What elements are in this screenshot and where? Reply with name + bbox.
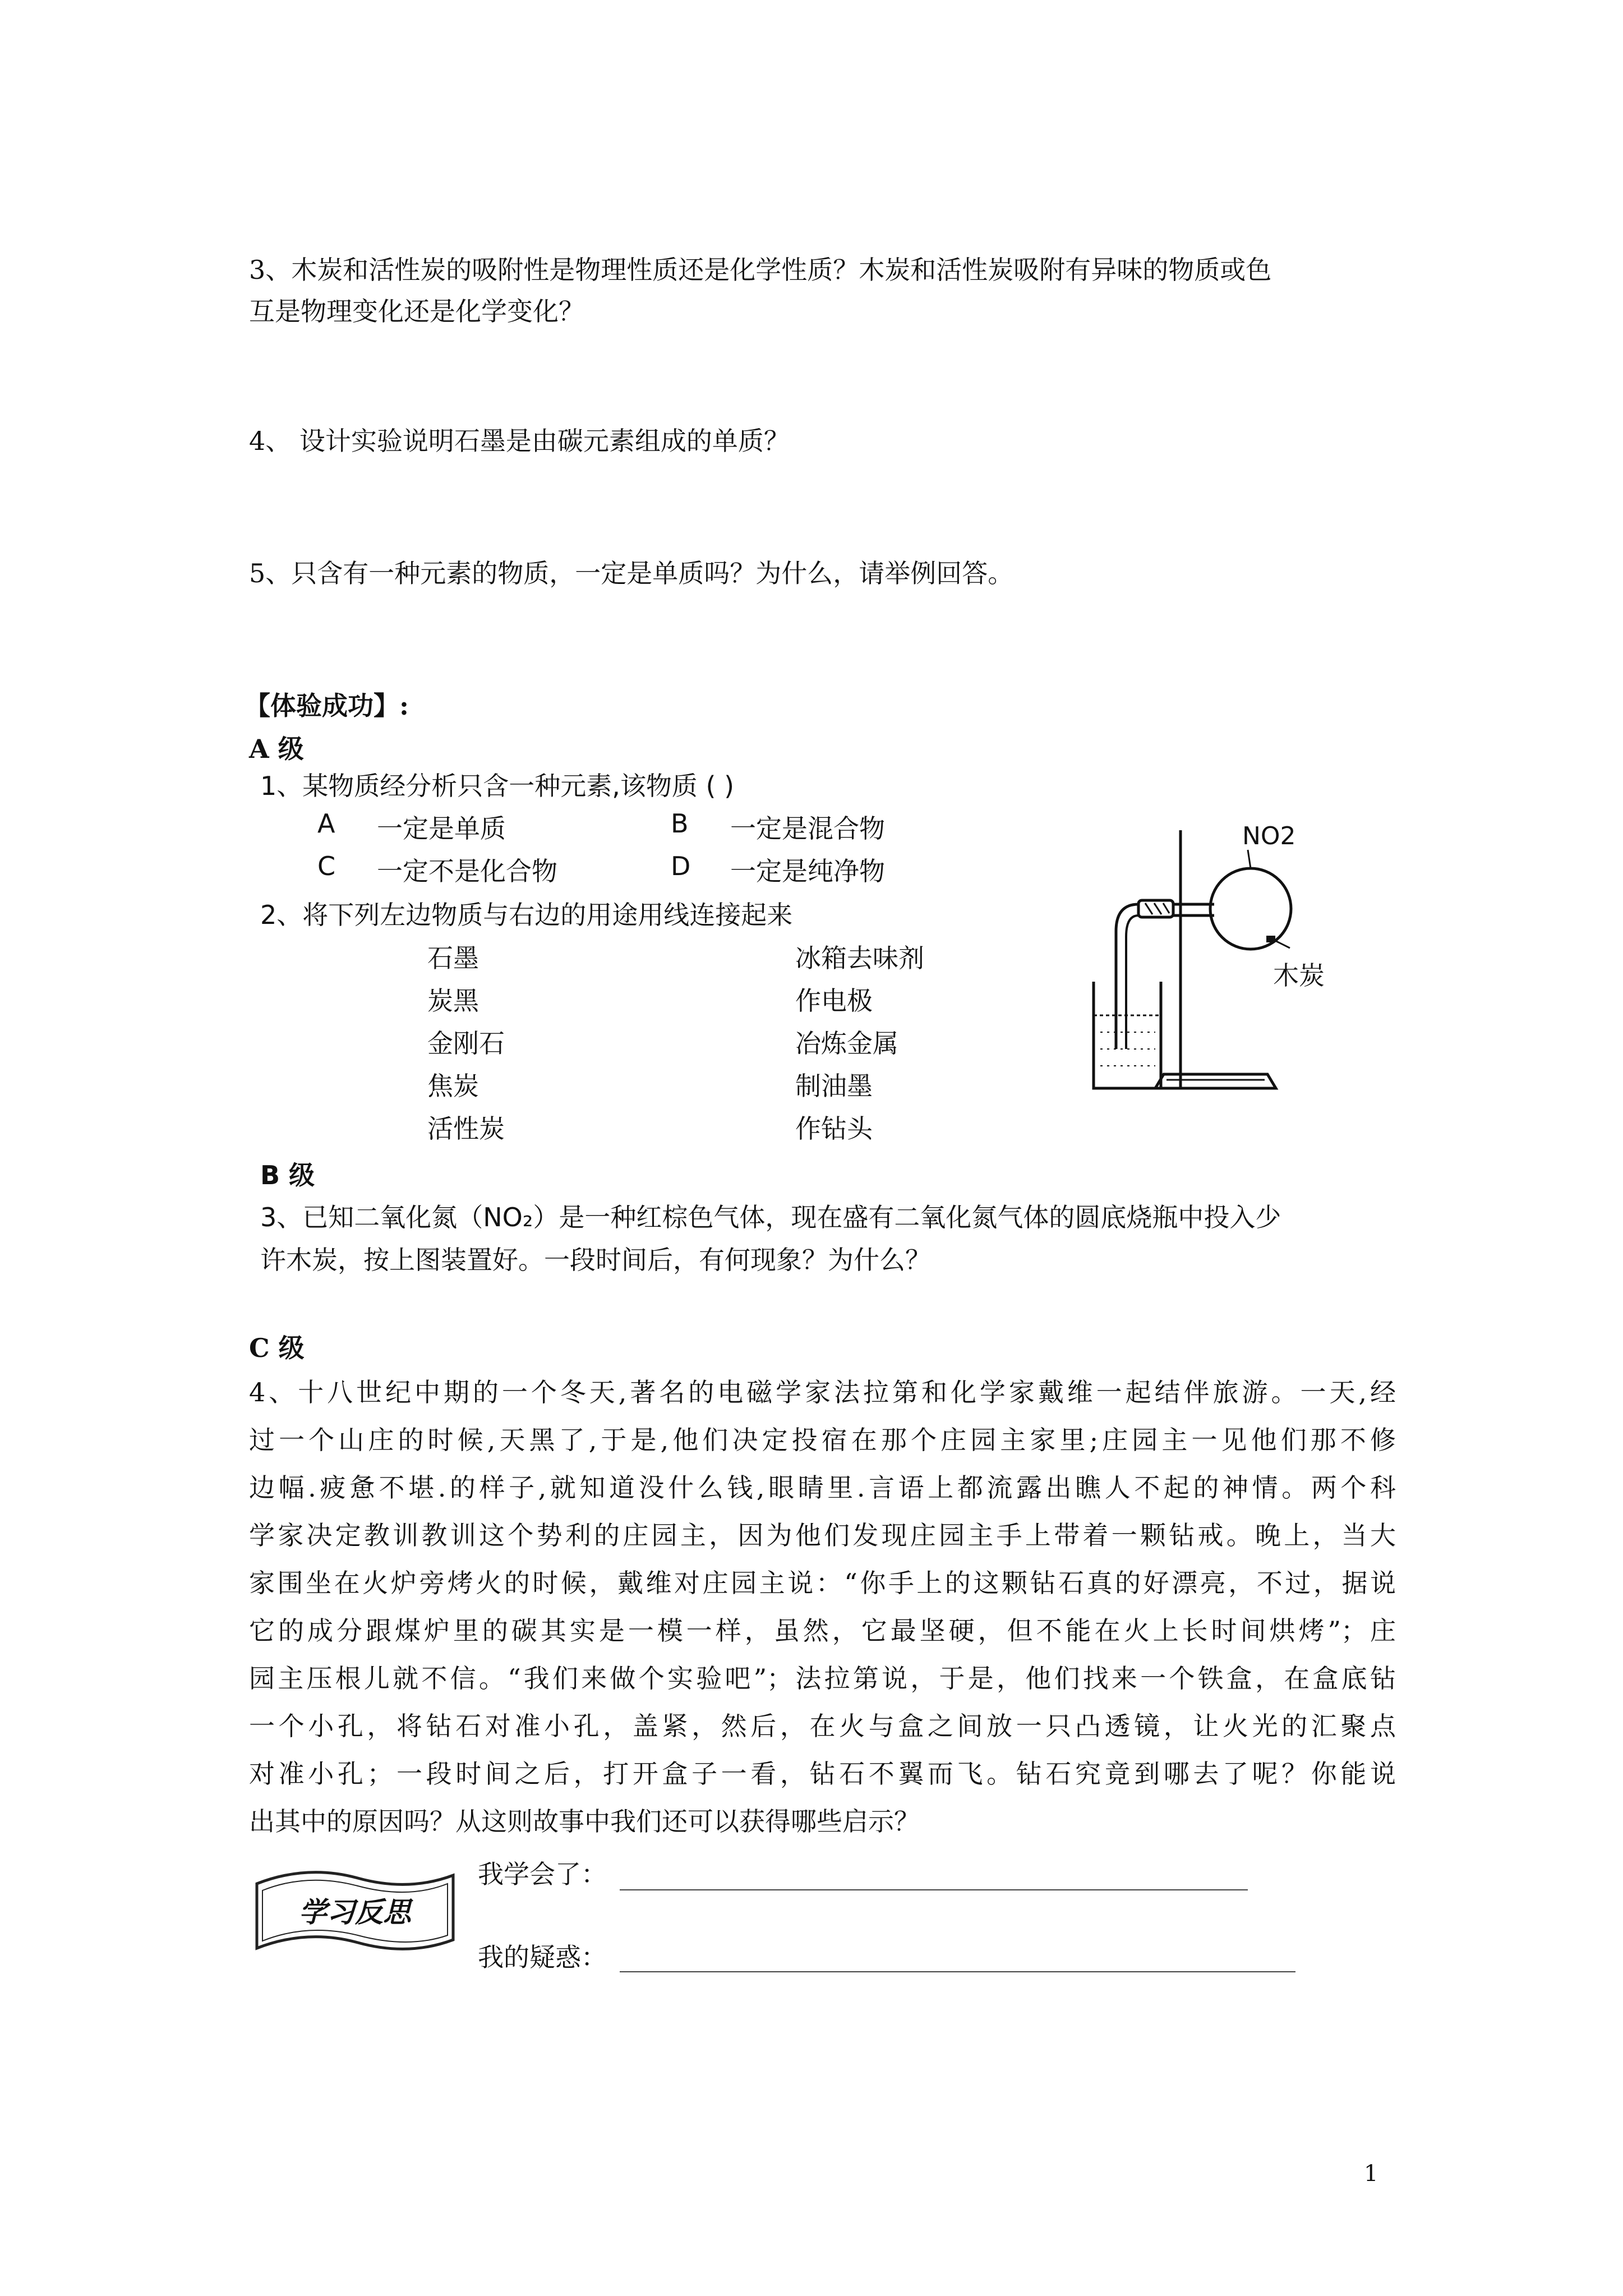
story-line: 园主压根儿就不信。“我们来做个实验吧”；法拉第说，于是，他们找来一个铁盒，在盒底钻 [249, 1663, 1396, 1694]
level-b-label: B 级 [260, 1160, 315, 1190]
option-a-text: 一定是单质 [377, 813, 506, 844]
level-b-question-3-line-2: 许木炭，按上图装置好。一段时间后，有何现象？为什么？ [260, 1245, 931, 1275]
story-line: 出其中的原因吗？从这则故事中我们还可以获得哪些启示？ [249, 1806, 920, 1837]
right-item-drill-bit: 作钻头 [795, 1114, 873, 1144]
section-title: 【体验成功】: [245, 691, 409, 721]
option-c-letter: C [317, 851, 336, 881]
story-line: 学家决定教训教训这个势利的庄园主，因为他们发现庄园主手上带着一颗钻戒。晚上，当大 [249, 1520, 1396, 1550]
story-line: 边幅.疲惫不堪.的样子,就知道没什么钱,眼睛里.言语上都流露出瞧人不起的神情。两个科 [249, 1473, 1396, 1503]
left-item-activated-carbon: 活性炭 [427, 1114, 505, 1144]
left-item-graphite: 石墨 [427, 943, 479, 973]
story-line: 4、十八世纪中期的一个冬天,著名的电磁学家法拉第和化学家戴维一起结伴旅游。一天,经 [249, 1377, 1396, 1407]
gas-label: NO2 [1242, 822, 1296, 850]
reflection-banner [246, 1861, 464, 1968]
doubt-answer-line[interactable] [620, 1971, 1295, 1972]
question-5: 5、只含有一种元素的物质，一定是单质吗？为什么，请举例回答。 [249, 558, 1014, 588]
option-c-text: 一定不是化合物 [377, 856, 557, 886]
level-c-story [249, 1369, 1396, 1846]
level-c-label: C 级 [249, 1333, 305, 1363]
level-a-label: A 级 [249, 734, 304, 764]
doubt-label: 我的疑惑： [478, 1942, 607, 1972]
round-bottom-flask [1210, 868, 1291, 949]
left-item-coke: 焦炭 [427, 1071, 479, 1101]
left-item-carbon-black: 炭黑 [427, 986, 479, 1016]
level-b-question-3-line-1: 3、已知二氧化氮（NO₂）是一种红棕色气体，现在盛有二氧化氮气体的圆底烧瓶中投入少 [260, 1202, 1281, 1232]
question-3-line-2: 互是物理变化还是化学变化？ [249, 296, 584, 326]
question-3-line-1: 3、木炭和活性炭的吸附性是物理性质还是化学性质？木炭和活性炭吸附有异味的物质或色 [249, 255, 1272, 285]
option-b-text: 一定是混合物 [730, 813, 885, 844]
right-item-ink: 制油墨 [795, 1071, 873, 1101]
delivery-tube-inner [1126, 915, 1138, 1049]
stand-base [1155, 1074, 1276, 1088]
apparatus-figure [1082, 797, 1374, 1122]
story-line: 它的成分跟煤炉里的碳其实是一模一样，虽然，它最坚硬，但不能在火上长时间烘烤”；庄 [249, 1616, 1396, 1646]
reflection-banner-text: 学习反思 [299, 1895, 411, 1929]
story-line: 过一个山庄的时候,天黑了,于是,他们决定投宿在那个庄园主家里;庄园主一见他们那不修 [249, 1425, 1396, 1455]
left-item-diamond: 金刚石 [427, 1028, 505, 1059]
learned-label: 我学会了： [478, 1859, 607, 1889]
level-a-question-1: 1、某物质经分析只含一种元素,该物质 ( ) [260, 771, 735, 801]
level-a-question-2: 2、将下列左边物质与右边的用途用线连接起来 [260, 900, 793, 930]
question-4: 4、 设计实验说明石墨是由碳元素组成的单质？ [249, 426, 790, 456]
story-line: 家围坐在火炉旁烤火的时候，戴维对庄园主说：“你手上的这颗钻石真的好漂亮，不过，据说 [249, 1568, 1396, 1598]
learned-answer-line[interactable] [620, 1889, 1248, 1890]
charcoal-pieces [1266, 936, 1275, 942]
option-d-letter: D [671, 851, 691, 881]
clamp [1138, 900, 1173, 917]
right-item-electrode: 作电极 [795, 986, 873, 1016]
option-b-letter: B [671, 808, 689, 839]
page-number: 1 [1364, 2161, 1378, 2187]
right-item-smelting: 冶炼金属 [795, 1028, 898, 1059]
story-line: 对准小孔；一段时间之后，打开盒子一看，钻石不翼而飞。钻石究竟到哪去了呢？你能说 [249, 1759, 1396, 1789]
charcoal-label: 木炭 [1273, 960, 1325, 991]
story-line: 一个小孔，将钻石对准小孔，盖紧，然后，在火与盒之间放一只凸透镜，让火光的汇聚点 [249, 1711, 1396, 1741]
right-item-deodorizer: 冰箱去味剂 [795, 943, 924, 973]
option-a-letter: A [317, 808, 335, 839]
option-d-text: 一定是纯净物 [730, 856, 885, 886]
